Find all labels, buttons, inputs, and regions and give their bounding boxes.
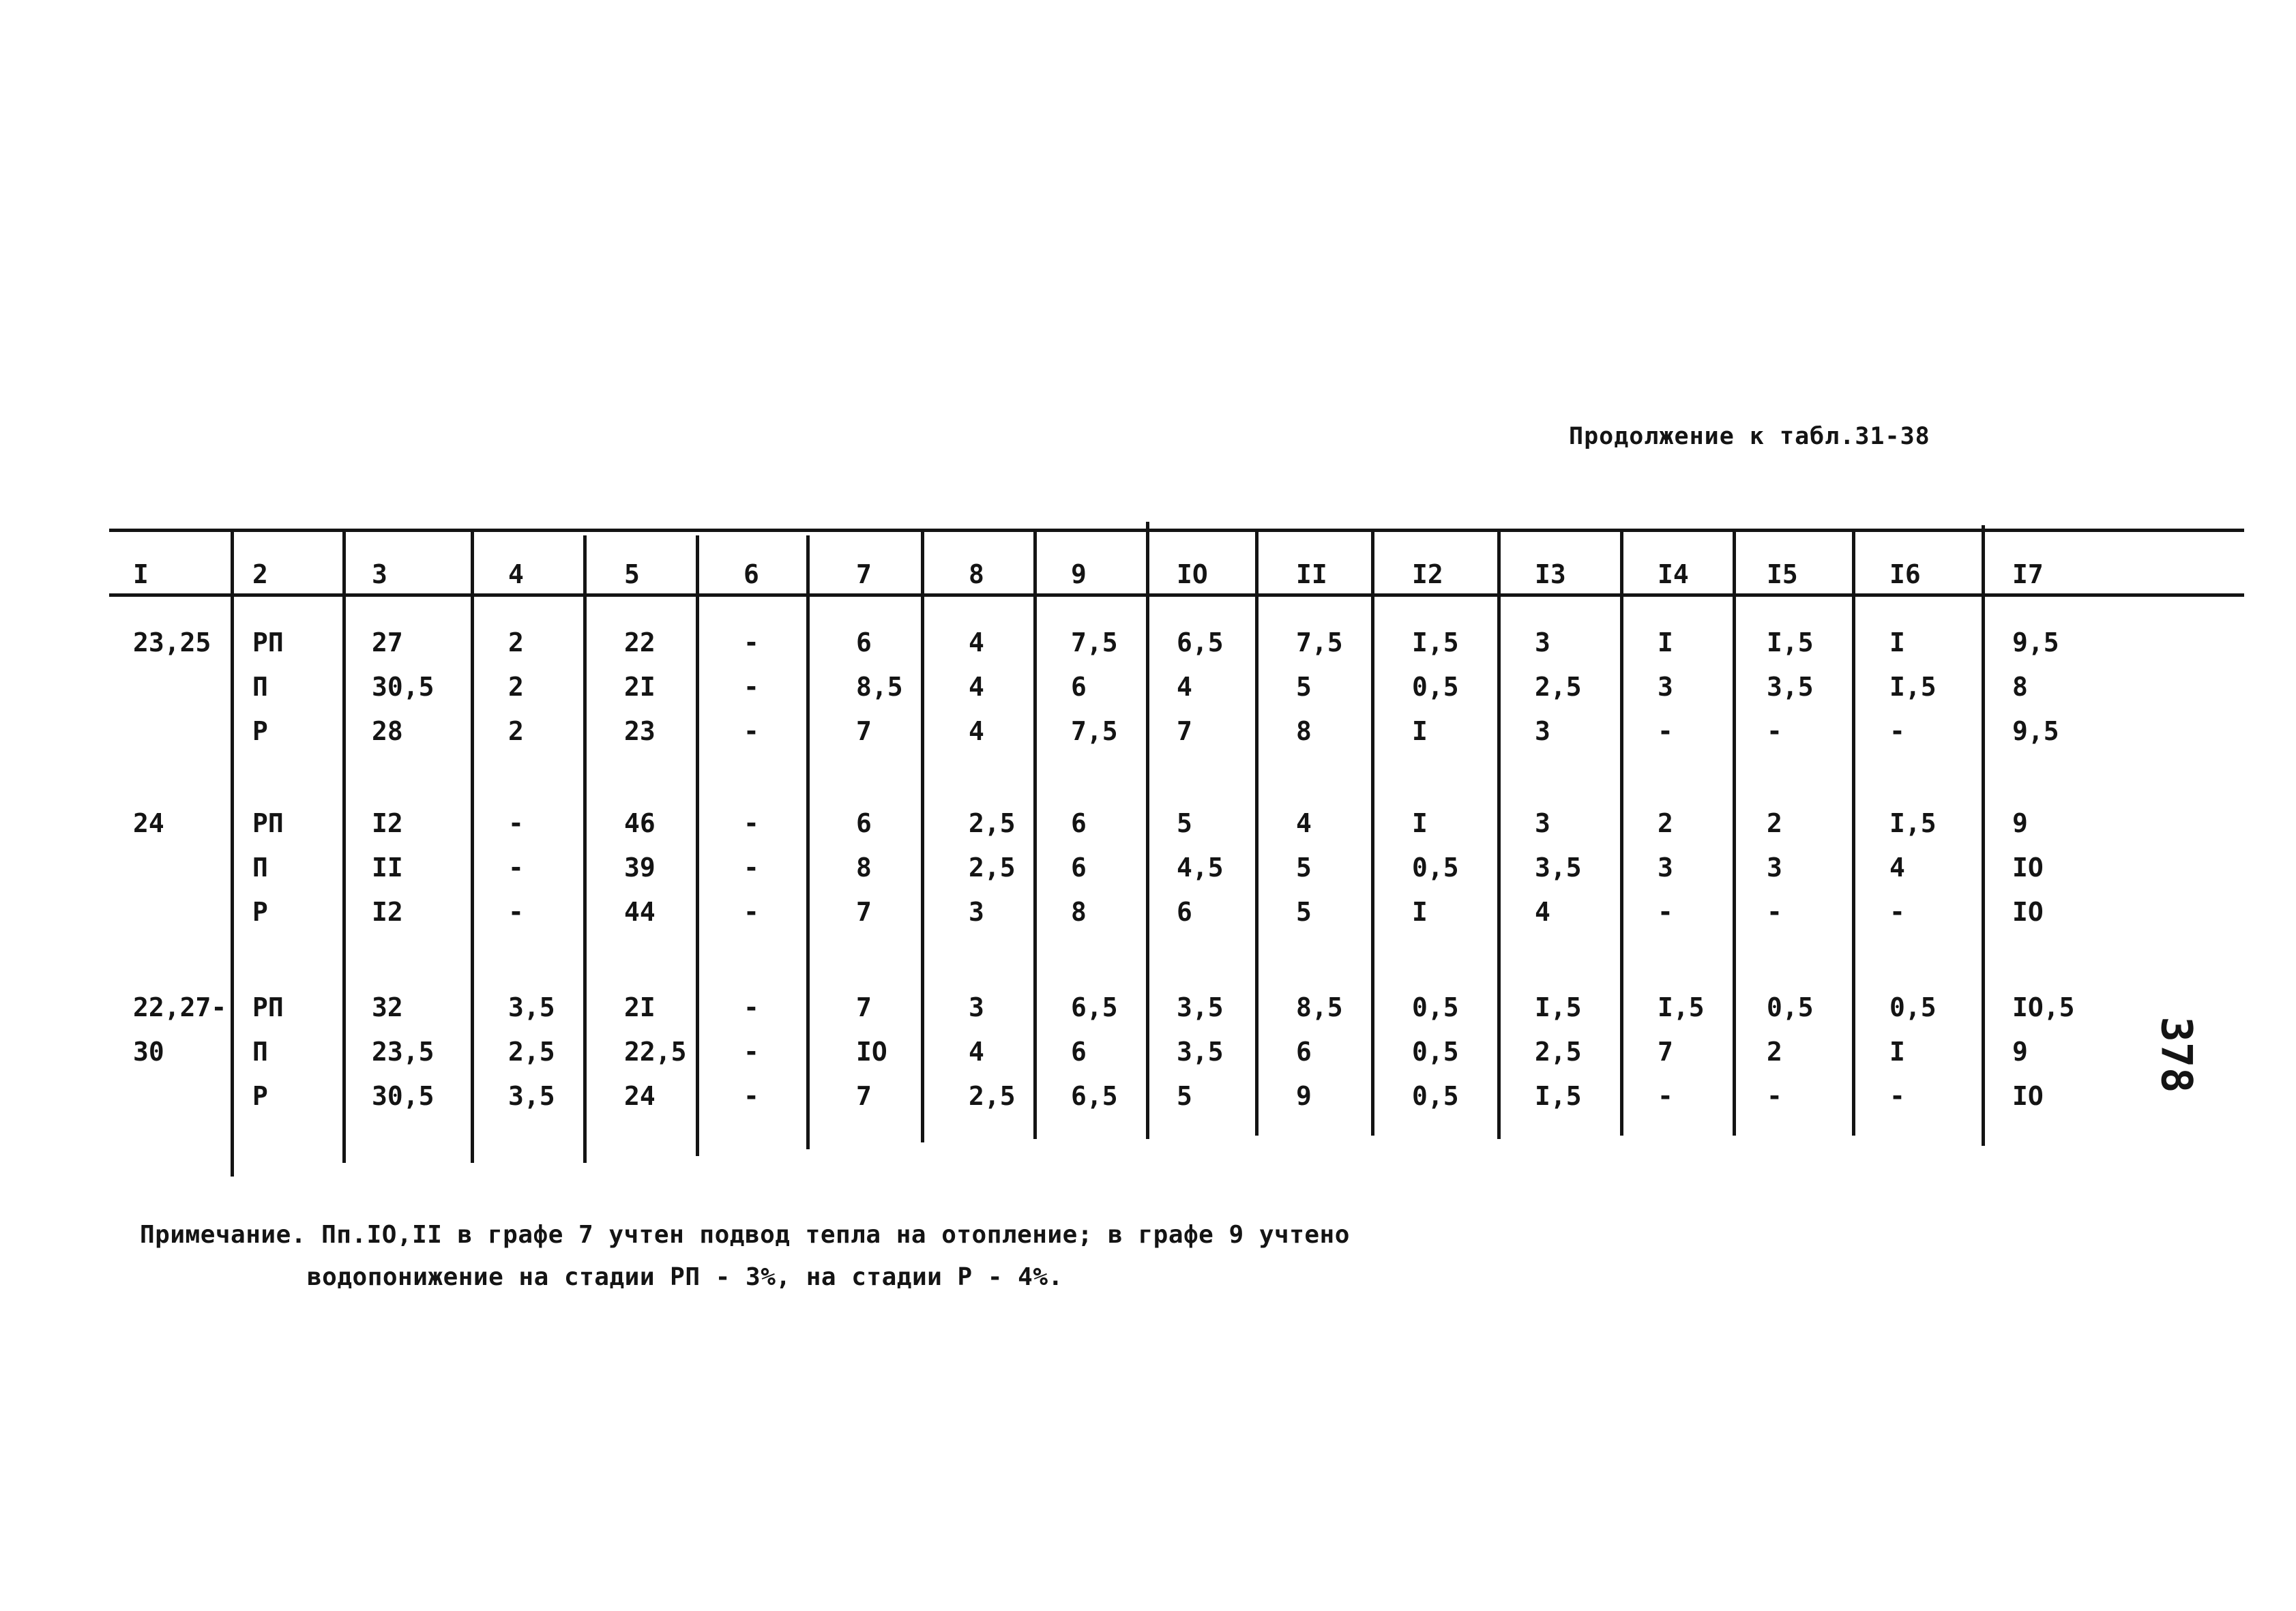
column-header-4: 4	[508, 559, 524, 589]
table-cell: 7	[856, 716, 872, 746]
table-cell: 3,5	[508, 992, 555, 1022]
table-cell: 2,5	[969, 808, 1016, 838]
column-rule-8	[1033, 529, 1037, 1139]
table-cell: 8	[1296, 716, 1312, 746]
table-cell: П	[252, 1037, 268, 1067]
table-cell: 0,5	[1412, 672, 1459, 702]
table-cell: 2	[1767, 1037, 1782, 1067]
table-cell: 6	[1071, 1037, 1087, 1067]
table-cell: 27	[372, 627, 403, 657]
table-continuation-caption: Продолжение к табл.31-38	[1569, 423, 1930, 450]
table-cell: IO	[856, 1037, 887, 1067]
table-cell: -	[744, 1081, 759, 1111]
table-cell: I2	[372, 897, 403, 927]
table-cell: I,5	[1767, 627, 1814, 657]
table-cell: 3,5	[1177, 992, 1224, 1022]
table-cell: -	[508, 808, 524, 838]
table-cell: II	[372, 853, 403, 883]
table-cell: -	[744, 897, 759, 927]
table-cell: I,5	[1658, 992, 1705, 1022]
table-cell: РП	[252, 992, 284, 1022]
column-rule-1	[231, 529, 234, 1177]
table-cell: 2I	[624, 992, 656, 1022]
table-cell: 7	[856, 1081, 872, 1111]
table-cell: 7	[1658, 1037, 1673, 1067]
column-header-1: I	[133, 559, 149, 589]
table-cell: 7	[1177, 716, 1192, 746]
table-cell: 4	[969, 672, 984, 702]
column-rule-9	[1146, 522, 1149, 1139]
table-cell: 3	[1535, 627, 1550, 657]
column-header-16: I6	[1889, 559, 1921, 589]
table-cell: 6	[1071, 853, 1087, 883]
table-cell: 6	[1071, 808, 1087, 838]
column-header-5: 5	[624, 559, 640, 589]
table-cell: 4	[1535, 897, 1550, 927]
table-cell: 6,5	[1177, 627, 1224, 657]
table-cell: I,5	[1412, 627, 1459, 657]
table-cell: 3	[969, 897, 984, 927]
column-header-2: 2	[252, 559, 268, 589]
table-cell: РП	[252, 808, 284, 838]
table-cell: 5	[1296, 672, 1312, 702]
note-line-2: водопонижение на стадии РП - 3%, на стадии Р - 4%.	[307, 1263, 1063, 1291]
table-cell: 3	[1658, 672, 1673, 702]
table-header-rule	[109, 593, 2244, 597]
table-cell: I	[1658, 627, 1673, 657]
table-cell: 3,5	[1177, 1037, 1224, 1067]
table-cell: 6	[1071, 672, 1087, 702]
table-cell: 0,5	[1412, 1037, 1459, 1067]
table-cell: I,5	[1889, 672, 1937, 702]
table-cell: П	[252, 672, 268, 702]
table-cell: 2,5	[969, 853, 1016, 883]
table-cell: I,5	[1889, 808, 1937, 838]
table-cell: -	[744, 992, 759, 1022]
table-cell: IO	[2012, 1081, 2044, 1111]
table-cell: -	[1889, 716, 1905, 746]
table-cell: 4	[1889, 853, 1905, 883]
table-cell: I,5	[1535, 1081, 1582, 1111]
column-rule-5	[696, 535, 699, 1156]
table-cell: 22	[624, 627, 656, 657]
table-cell: 3,5	[1767, 672, 1814, 702]
table-cell: 6,5	[1071, 1081, 1118, 1111]
table-cell: 2	[508, 716, 524, 746]
table-cell: 6	[856, 627, 872, 657]
table-cell: -	[1889, 897, 1905, 927]
column-rule-16	[1982, 525, 1985, 1146]
table-cell: 2	[1658, 808, 1673, 838]
table-cell: 46	[624, 808, 656, 838]
table-cell: 7,5	[1296, 627, 1343, 657]
table-cell: 2,5	[969, 1081, 1016, 1111]
column-rule-11	[1371, 529, 1374, 1136]
table-cell: 7	[856, 992, 872, 1022]
column-rule-12	[1497, 532, 1501, 1139]
table-cell: 8,5	[856, 672, 903, 702]
table-cell: 4	[1296, 808, 1312, 838]
table-cell: -	[744, 808, 759, 838]
page-number: 378	[2151, 1016, 2202, 1093]
table-cell: I,5	[1535, 992, 1582, 1022]
table-cell: 28	[372, 716, 403, 746]
table-cell: 0,5	[1412, 1081, 1459, 1111]
table-cell: -	[744, 627, 759, 657]
column-rule-13	[1620, 529, 1623, 1136]
column-header-8: 8	[969, 559, 984, 589]
table-cell: 8	[2012, 672, 2028, 702]
table-cell: 5	[1296, 853, 1312, 883]
column-rule-7	[921, 529, 924, 1142]
table-cell: 30,5	[372, 1081, 435, 1111]
table-top-rule	[109, 529, 2244, 532]
table-cell: -	[1658, 1081, 1673, 1111]
table-cell: 7,5	[1071, 716, 1118, 746]
table-cell: 9,5	[2012, 627, 2059, 657]
column-header-17: I7	[2012, 559, 2044, 589]
table-cell: 0,5	[1412, 853, 1459, 883]
table-cell: 2,5	[508, 1037, 555, 1067]
table-cell: -	[1889, 1081, 1905, 1111]
table-cell: 3	[1767, 853, 1782, 883]
table-cell: 6	[1296, 1037, 1312, 1067]
table-cell: 3	[1535, 808, 1550, 838]
column-rule-4	[583, 535, 587, 1163]
table-cell: 44	[624, 897, 656, 927]
table-cell: -	[744, 1037, 759, 1067]
table-cell: 3	[1535, 716, 1550, 746]
column-rule-14	[1733, 529, 1736, 1136]
table-cell: 7	[856, 897, 872, 927]
table-cell: 0,5	[1889, 992, 1937, 1022]
column-header-11: II	[1296, 559, 1327, 589]
table-cell: IO,5	[2012, 992, 2075, 1022]
table-cell: 0,5	[1412, 992, 1459, 1022]
table-cell: 2	[508, 627, 524, 657]
table-cell: 4	[969, 627, 984, 657]
table-cell: 6	[1177, 897, 1192, 927]
table-cell: 2,5	[1535, 1037, 1582, 1067]
table-cell: -	[744, 853, 759, 883]
group-label: 22,27-	[133, 992, 227, 1022]
table-cell: I2	[372, 808, 403, 838]
table-cell: Р	[252, 1081, 268, 1111]
table-cell: 5	[1177, 808, 1192, 838]
table-cell: 9	[1296, 1081, 1312, 1111]
table-cell: 32	[372, 992, 403, 1022]
table-cell: 39	[624, 853, 656, 883]
table-cell: -	[1658, 716, 1673, 746]
column-header-15: I5	[1767, 559, 1798, 589]
table-cell: РП	[252, 627, 284, 657]
table-cell: 9	[2012, 808, 2028, 838]
table-cell: -	[1767, 897, 1782, 927]
column-rule-2	[342, 532, 346, 1163]
table-cell: -	[508, 853, 524, 883]
table-cell: 5	[1177, 1081, 1192, 1111]
table-cell: 4	[969, 716, 984, 746]
table-cell: 3	[969, 992, 984, 1022]
table-cell: 3	[1658, 853, 1673, 883]
table-cell: 2,5	[1535, 672, 1582, 702]
table-cell: I	[1889, 1037, 1905, 1067]
table-cell: -	[1767, 716, 1782, 746]
note-line-1: Примечание. Пп.IO,II в графе 7 учтен подвод тепла на отопление; в графе 9 учтено	[140, 1221, 1350, 1249]
table-cell: 4,5	[1177, 853, 1224, 883]
table-cell: 5	[1296, 897, 1312, 927]
table-cell: 9,5	[2012, 716, 2059, 746]
table-cell: Р	[252, 716, 268, 746]
table-cell: -	[744, 672, 759, 702]
table-cell: П	[252, 853, 268, 883]
column-header-10: IO	[1177, 559, 1208, 589]
column-header-3: 3	[372, 559, 387, 589]
table-cell: -	[1767, 1081, 1782, 1111]
table-cell: 22,5	[624, 1037, 687, 1067]
column-header-13: I3	[1535, 559, 1566, 589]
column-rule-10	[1255, 529, 1259, 1136]
table-cell: 3,5	[508, 1081, 555, 1111]
table-cell: 23,5	[372, 1037, 435, 1067]
table-cell: 2	[1767, 808, 1782, 838]
table-cell: -	[744, 716, 759, 746]
table-cell: I	[1412, 808, 1428, 838]
table-cell: 24	[624, 1081, 656, 1111]
table-cell: 6	[856, 808, 872, 838]
table-cell: 9	[2012, 1037, 2028, 1067]
table-cell: 8	[856, 853, 872, 883]
table-cell: -	[1658, 897, 1673, 927]
table-cell: 30,5	[372, 672, 435, 702]
table-cell: 2	[508, 672, 524, 702]
table-cell: 0,5	[1767, 992, 1814, 1022]
group-label: 23,25	[133, 627, 211, 657]
column-rule-3	[471, 532, 474, 1163]
table-cell: 2I	[624, 672, 656, 702]
table-cell: 8,5	[1296, 992, 1343, 1022]
column-rule-15	[1852, 529, 1855, 1136]
table-cell: 6,5	[1071, 992, 1118, 1022]
table-cell: IO	[2012, 853, 2044, 883]
column-header-9: 9	[1071, 559, 1087, 589]
table-cell: I	[1889, 627, 1905, 657]
table-cell: -	[508, 897, 524, 927]
table-cell: I	[1412, 716, 1428, 746]
group-label: 24	[133, 808, 164, 838]
table-cell: 4	[1177, 672, 1192, 702]
column-header-6: 6	[744, 559, 759, 589]
column-header-12: I2	[1412, 559, 1443, 589]
group-label: 30	[133, 1037, 164, 1067]
table-cell: I	[1412, 897, 1428, 927]
table-cell: 3,5	[1535, 853, 1582, 883]
column-header-7: 7	[856, 559, 872, 589]
column-header-14: I4	[1658, 559, 1689, 589]
table-cell: Р	[252, 897, 268, 927]
column-rule-6	[806, 535, 810, 1149]
table-cell: IO	[2012, 897, 2044, 927]
table-cell: 23	[624, 716, 656, 746]
table-cell: 8	[1071, 897, 1087, 927]
table-cell: 7,5	[1071, 627, 1118, 657]
table-cell: 4	[969, 1037, 984, 1067]
